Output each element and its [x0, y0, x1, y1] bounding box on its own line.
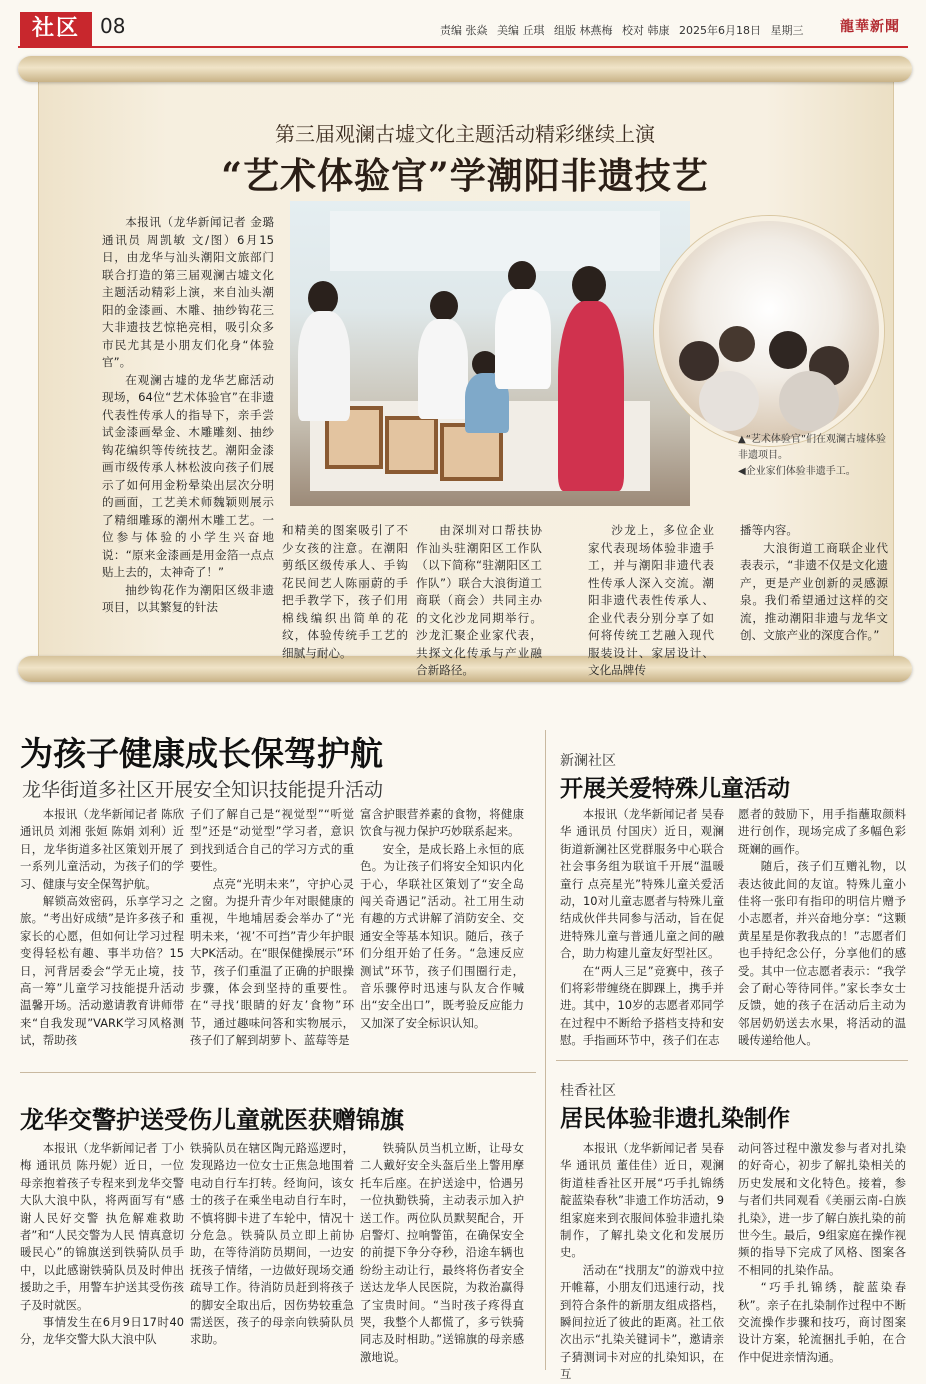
person-head	[308, 281, 338, 315]
paragraph: 沙龙上，多位企业家代表现场体验非遗手工，并与潮阳非遗代表性传承人深入交流。潮阳非遗代表性传承人、企业代表分别分享了如何将传统工艺融入现代服装设计、家居设计、文化品牌传	[588, 523, 714, 677]
crowd-person	[719, 326, 755, 362]
credit-designer: 美编 丘琪	[497, 24, 545, 37]
article-police-column-1	[20, 1140, 184, 1349]
article-police-column-2	[190, 1140, 354, 1349]
paragraph: 铁骑队员在辖区陶元路巡逻时，发现路边一位女士正焦急地围着电动自行车打转。经询问，该女士的孩子在乘坐电动自行车时，不慎将脚卡进了车轮中，情况十分危急。铁骑队员立即上前协助，在等待消防员期间，一边安抚孩子情绪，一边做好现场交通疏导工作。待消防员赶到将孩子的脚安全取出后，因伤势较重急需送医，孩子的母亲向铁骑队员求助。	[190, 1141, 354, 1347]
article-special-title: 开展关爱特殊儿童活动	[560, 776, 790, 802]
feature-column-4	[588, 522, 714, 680]
paragraph: “巧手扎锦绣，靛蓝染春秋”。亲子在扎染制作过程中不断交流操作步骤和技巧，商讨图案设计方案，轮流捆扎手帕，在合作中促进亲情沟通。	[738, 1280, 906, 1364]
photo-caption	[738, 432, 888, 480]
person-girl-white	[418, 319, 468, 419]
paragraph: 本报讯（龙华新闻记者 金璐 通讯员 周凯敏 文/图）6月15日，由龙华与汕头潮阳文旅部门联合打造的第三届观澜古墟文化主题活动精彩上演，来自汕头潮阳的金漆画、木雕、抽纱钩花三大非遗技艺惊艳亮相，吸引众多市民尤其是小朋友们化身“体验官”。	[102, 215, 274, 369]
article-tiedye-kicker: 桂香社区	[560, 1083, 616, 1099]
feature-column-5	[740, 522, 888, 645]
article-tiedye-column-2	[738, 1140, 906, 1366]
person-head	[572, 266, 606, 304]
caption-line: ▲“艺术体验官”们在观澜古墟体验非遗项目。	[738, 434, 887, 461]
article-special-column-2	[738, 806, 906, 1050]
paragraph: 本报讯（龙华新闻记者 吴春华 通讯员 董佳佳）近日，观澜街道桂香社区开展“巧手扎锦绣 靛蓝染春秋”非遗工作坊活动，9组家庭来到衣服间体验非遗扎染制作，了解扎染文化和发展历史。	[560, 1141, 724, 1260]
paragraph: 本报讯（龙华新闻记者 丁小梅 通讯员 陈丹妮）近日，一位母亲抱着孩子专程来到龙华交警大队大浪中队，将两面写有“感谢人民好交警 执危解难救助者”和“人民交警为人民 情真意切暖民心”的锦旗送到铁骑队员手中，以此感谢铁骑队员及时伸出援助之手，用警车护送其受伤孩子及时就医。	[20, 1141, 184, 1312]
main-photo	[290, 201, 690, 506]
feature-scroll	[18, 56, 912, 686]
person-head	[508, 261, 536, 291]
paragraph: 解锁高效密码，乐享学习之旅。“考出好成绩”是许多孩子和家长的心愿，但如何让学习过程变得轻松有趣、事半功倍？15日，河背居委会“学无止境，技高一筹”儿童学习技能提升活动温馨开场。活动邀请教育讲师带来“自我发现”VARK学习风格测试，帮助孩	[20, 894, 184, 1048]
article-police-column-3	[360, 1140, 524, 1366]
credit-proof: 校对 韩康	[622, 24, 670, 37]
person-woman-red	[558, 301, 624, 491]
paragraph: 安全，是成长路上永恒的底色。为让孩子们将安全知识内化于心，华联社区策划了“安全岛闯关奇遇记”活动。社工用生动有趣的方式讲解了消防安全、交通安全等基本知识。随后，孩子们分组开始了任务。“急速反应测试”环节，孩子们围圈行走，音乐骤停时迅速与队友合作喊出“安全出口”，既考验反应能力又加深了安全标识认知。	[360, 841, 524, 1030]
scroll-roll-top	[18, 56, 912, 82]
feature-kicker: 第三届观澜古墟文化主题活动精彩继续上演	[275, 122, 655, 146]
crowd-person	[699, 371, 759, 431]
paragraph: 活动在“找朋友”的游戏中拉开帷幕，小朋友们迅速行动，找到符合条件的新朋友组成搭档，瞬间拉近了彼此的距离。社工依次出示“扎染关键词卡”，邀请亲子猜测词卡对应的扎染知识，在互	[560, 1262, 724, 1382]
paragraph: 动问答过程中激发参与者对扎染的好奇心，初步了解扎染相关的历史发展和文化特色。接着，参与者们共同观看《美丽云南-白族扎染》，进一步了解白族扎染的前世今生。最后，9组家庭在操作视频的指导下完成了风格、图案各不相同的扎染作品。	[738, 1141, 906, 1277]
page-number: 08	[100, 14, 126, 38]
photo-background-wall	[330, 211, 660, 271]
article-tiedye-title: 居民体验非遗扎染制作	[560, 1106, 790, 1132]
paragraph: 在“两人三足”竞赛中，孩子们将彩带缠绕在脚踝上，携手并进。其中，10岁的志愿者邓同学在过程中不断给予搭档支持和安慰。手指画环节中，孩子们在志	[560, 963, 724, 1048]
person-woman-gucci	[495, 289, 551, 389]
credit-editor: 责编 张焱	[440, 24, 488, 37]
article-safety-column-1	[20, 806, 184, 1050]
section-tag: 社区	[20, 12, 92, 46]
article-police-title: 龙华交警护送受伤儿童就医获赠锦旗	[20, 1106, 404, 1134]
inset-photo-circle	[654, 216, 884, 446]
header-divider	[18, 46, 908, 48]
paragraph: 铁骑队员当机立断，让母女二人戴好安全头盔后坐上警用摩托车后座。在护送途中，恰遇另一位执勤铁骑，主动表示加入护送工作。两位队员默契配合，开启警灯、拉响警笛，在确保安全的前提下争分夺秒，沿途车辆也纷纷主动让行，最终将伤者安全送达龙华人民医院，为救治赢得了宝贵时间。“当时孩子疼得直哭，我整个人都慌了，多亏铁骑同志及时相助。”送锦旗的母亲感激地说。	[360, 1141, 524, 1364]
article-tiedye-column-1	[560, 1140, 724, 1384]
article-special-column-1	[560, 806, 724, 1050]
page-header	[0, 0, 926, 46]
paragraph: 播等内容。	[740, 523, 798, 537]
person-girl-white	[298, 311, 350, 421]
newspaper-logo: 龍華新聞	[840, 19, 900, 35]
paragraph: 随后，孩子们互赠礼物，以表达彼此间的友谊。特殊儿童小佳将一张印有指印的明信片赠予小志愿者，并兴奋地分享：“这颗黄星星是你教我点的！”志愿者们也手持纪念公仔，分享他们的感受。其中一位志愿者表示：“我学会了耐心等待同伴。”家长李女士反馈，她的孩子在活动后主动为邻居奶奶送去水果，将活动的温暖传递给他人。	[738, 859, 906, 1048]
paragraph: 大浪街道工商联企业代表表示，“非遗不仅是文化遗产，更是产业创新的灵感源泉。我们希望通过这样的交流，推动潮阳非遗与龙华文创、文旅产业的深度合作。”	[740, 540, 888, 642]
feature-column-2	[282, 522, 408, 662]
photo-frame	[385, 416, 438, 474]
crowd-person	[769, 331, 807, 369]
publish-date: 2025年6月18日	[679, 24, 761, 37]
article-special-kicker: 新澜社区	[560, 753, 616, 769]
paragraph: 富含护眼营养素的食物，将健康饮食与视力保护巧妙联系起来。	[360, 807, 524, 839]
paragraph: 本报讯（龙华新闻记者 陈欣 通讯员 刘湘 张姮 陈娟 刘利）近日，龙华街道多社区策划开展了一系列儿童活动，为孩子们的学习、健康与安全保驾护航。	[20, 807, 184, 891]
credit-layout: 组版 林燕梅	[554, 24, 613, 37]
paragraph: 在观澜古墟的龙华艺廊活动现场，64位“艺术体验官”在非遗代表性传承人的指导下，亲手尝试金漆画晕金、木雕雕刻、抽纱钩花编织等传统技艺。潮阳金漆画市级传承人林松波向孩子们展示了如何用金粉晕染出层次分明的画面，工艺美术师魏颖则展示了精细雕琢的潮州木雕工艺。一位参与体验的小学生兴奋地说：“原来金漆画是用金箔一点点贴上去的，太神奇了！”	[102, 372, 274, 579]
paragraph: 点亮“光明未来”，守护心灵之窗。为提升青少年对眼健康的重视，牛地埔居委会举办了“光明未来，‘视’不可挡”青少年护眼大PK活动。在“眼保健操展示”环节，孩子们重温了正确的护眼操步骤，体会到坚持的重要性。在“寻找‘眼睛的好友’食物”环节，通过趣味问答和实物展示，孩子们了解到胡萝卜、蓝莓等是	[190, 876, 354, 1048]
crowd-person	[779, 371, 839, 431]
section-divider	[556, 1060, 908, 1061]
feature-column-1	[102, 214, 274, 617]
feature-headline: “艺术体验官”学潮阳非遗技艺	[221, 155, 709, 197]
paragraph: 本报讯（龙华新闻记者 吴春华 通讯员 付国庆）近日，观澜街道新澜社区党群服务中心联合社会事务组为联谊千开展“温暖童行 点亮星光”特殊儿童关爱活动，10对儿童志愿者与特殊儿童结成伙伴共同参与活动，旨在促进特殊儿童与普通儿童之间的融合，助力构建儿童友好型社区。	[560, 807, 724, 961]
person-head	[430, 291, 458, 321]
feature-column-3	[416, 522, 542, 680]
paragraph: 和精美的图案吸引了不少女孩的注意。在潮阳剪纸区级传承人、手钩花民间艺人陈丽蔚的手把手教学下，孩子们用棉线编织出简单的花纹，体验传统手工艺的细腻与耐心。	[282, 523, 408, 660]
paragraph: 抽纱钩花作为潮阳区级非遗项目，以其繁复的针法	[102, 582, 274, 614]
article-safety-subtitle: 龙华街道多社区开展安全知识技能提升活动	[22, 779, 384, 801]
section-divider	[20, 1072, 536, 1073]
column-divider	[545, 730, 546, 1370]
article-safety-column-2	[190, 806, 354, 1050]
paragraph: 愿者的鼓励下，用手指蘸取颜料进行创作，现场完成了多幅色彩斑斓的画作。	[738, 807, 906, 856]
caption-line: ◀企业家们体验非遗手工。	[738, 466, 856, 477]
paragraph: 由深圳对口帮扶协作汕头驻潮阳区工作队（以下简称“驻潮阳区工作队”）联合大浪街道工商联（商会）共同主办的文化沙龙同期举行。沙龙汇聚企业家代表，共探文化传承与产业融合新路径。	[416, 523, 542, 677]
paragraph: 子们了解自己是“视觉型”“听觉型”还是“动觉型”学习者，意识到找到适合自己的学习方式的重要性。	[190, 807, 354, 874]
article-safety-column-3	[360, 806, 524, 1032]
article-safety-title: 为孩子健康成长保驾护航	[20, 734, 383, 773]
publish-weekday: 星期三	[770, 24, 804, 37]
paragraph: 事情发生在6月9日17时40分，龙华交警大队大浪中队	[20, 1315, 184, 1347]
header-credits	[440, 22, 810, 38]
